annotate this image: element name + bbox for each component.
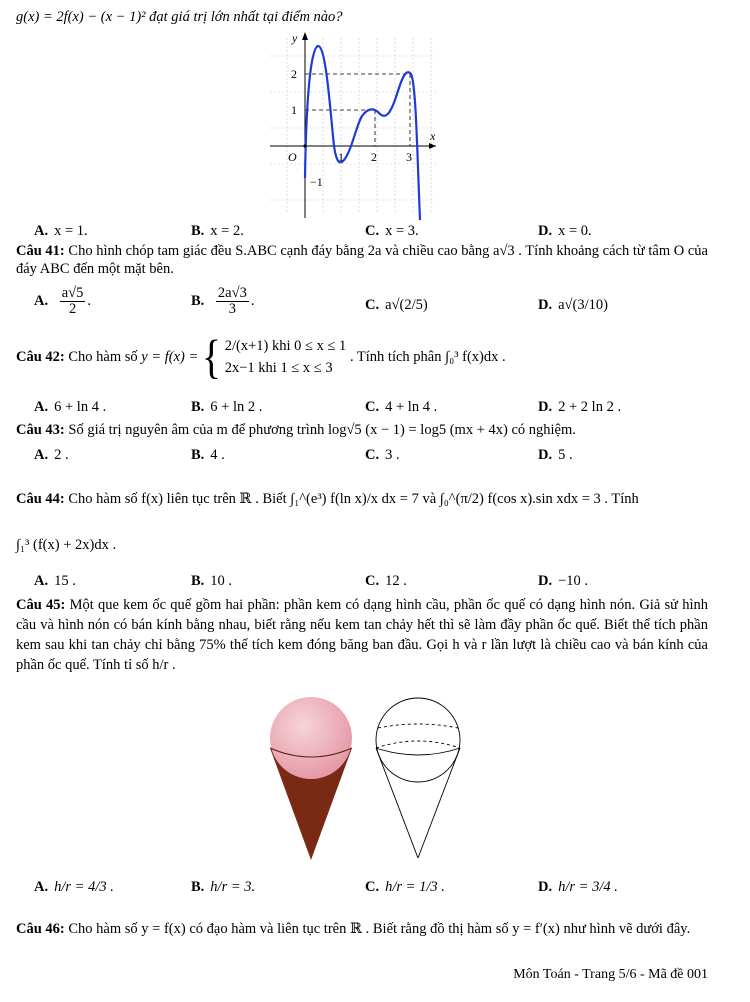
q45-label: Câu 45:	[16, 597, 66, 613]
q44-option-c[interactable]: C. 12 .	[365, 573, 407, 589]
q44-option-b[interactable]: B. 10 .	[191, 573, 233, 589]
page-footer: Môn Toán - Trang 5/6 - Mã đề 001	[513, 967, 708, 982]
q43-option-c[interactable]: C. 3 .	[365, 447, 400, 463]
origin-label: O	[288, 150, 297, 164]
q43-option-b[interactable]: B. 4 .	[191, 447, 225, 463]
q40-stem	[16, 8, 708, 26]
q45-option-b[interactable]: B. h/r = 3.	[191, 879, 256, 895]
piecewise-brace: {	[201, 329, 222, 384]
x-axis-arrow	[429, 143, 436, 149]
q41-stem-text: Cho hình chóp tam giác đều S.ABC cạnh đáy bằng 2a và chiều cao bằng a√3 . Tính khoảng cách từ tâm O của đáy ABC đến một mặt bên.	[16, 243, 708, 277]
q41-label: Câu 41:	[16, 243, 65, 259]
ice-cream-ball	[270, 697, 352, 779]
q41-option-b[interactable]: B. $\frac{2a√3}{3}$ .	[191, 285, 255, 317]
q44-stem	[16, 490, 708, 508]
graph-grid	[270, 38, 438, 213]
x-label: x	[430, 129, 436, 143]
tick-x-2: 2	[371, 150, 377, 164]
q42-option-d[interactable]: D. 2 + 2 ln 2 .	[538, 399, 622, 415]
q44-label: Câu 44:	[16, 491, 65, 507]
y-label: y	[292, 31, 298, 45]
q40-option-c[interactable]: C. x = 3.	[365, 223, 419, 239]
q44-stem-integral: ∫₁³ (f(x) + 2x)dx .	[16, 537, 117, 553]
q43-stem-text: Số giá trị nguyên âm của m để phương trình log√5 (x − 1) = log5 (mx + 4x) có nghiệm.	[68, 422, 576, 438]
q42-option-a[interactable]: A. 6 + ln 4 .	[34, 399, 107, 415]
q41-option-a[interactable]: A. $\frac{a√5}{2}$ .	[34, 285, 92, 317]
q40-option-a[interactable]: A. x = 1.	[34, 223, 88, 239]
wire-sphere	[376, 698, 460, 782]
y-axis-arrow	[302, 32, 308, 40]
q43-label: Câu 43:	[16, 422, 65, 438]
q43-stem	[16, 421, 708, 439]
q43-option-a[interactable]: A. 2 .	[34, 447, 69, 463]
q46-stem	[16, 918, 708, 940]
q46-stem-text: Cho hàm số y = f(x) có đạo hàm và liên tục trên ℝ . Biết rằng đồ thị hàm số y = f′(x) như hình vẽ dưới đây.	[68, 921, 691, 937]
q45-option-a[interactable]: A. h/r = 4/3 .	[34, 879, 114, 895]
q45-option-d[interactable]: D. h/r = 3/4 .	[538, 879, 618, 895]
q41-stem	[16, 242, 708, 278]
tick-y-1: 1	[291, 103, 297, 117]
q42-stem: Câu 42: Cho hàm số y = f(x) = { 2/(x+1) khi 0 ≤ x ≤ 1 2x−1 khi 1 ≤ x ≤ 3 . Tính tích phân ∫₀³ f(x)dx .	[16, 329, 506, 384]
q42-option-b[interactable]: B. 6 + ln 2 .	[191, 399, 263, 415]
q46-label: Câu 46:	[16, 921, 65, 937]
graph-guides	[305, 74, 410, 146]
q43-option-d[interactable]: D. 5 .	[538, 447, 573, 463]
origin-dot	[303, 144, 306, 147]
q40-graph	[270, 28, 440, 220]
q44-stem-text: Cho hàm số f(x) liên tục trên ℝ . Biết ∫₁^(e³) f(ln x)/x dx = 7 và ∫₀^(π/2) f(cos x).sin xdx = 3 . Tính	[68, 491, 639, 507]
q45-stem	[16, 595, 708, 675]
piecewise-cases: 2/(x+1) khi 0 ≤ x ≤ 1 2x−1 khi 1 ≤ x ≤ 3	[224, 338, 347, 376]
q44-option-d[interactable]: D. −10 .	[538, 573, 589, 589]
colored-ice-cream	[270, 697, 352, 860]
tick-y-2: 2	[291, 67, 297, 81]
ice-cream-illustration	[262, 690, 472, 870]
q40-option-d[interactable]: D. x = 0.	[538, 223, 592, 239]
q40-stem-text: g(x) = 2f(x) − (x − 1)² đạt giá trị lớn nhất tại điểm nào?	[16, 9, 343, 25]
q41-option-d[interactable]: D. a√(3/10)	[538, 297, 608, 313]
q45-option-c[interactable]: C. h/r = 1/3 .	[365, 879, 445, 895]
q44-option-a[interactable]: A. 15 .	[34, 573, 76, 589]
q45-stem-text: Một que kem ốc quế gồm hai phần: phần kem có dạng hình cầu, phần ốc quế có dạng hình nón. Giả sử hình cầu và hình nón có bán kính bằng nhau, biết rằng nếu kem tan chảy hết thì sẽ làm đầy phần ốc quế. Biết thể tích phần kem sau khi tan chảy chỉ bằng 75% thể tích kem đóng băng ban đầu. Gọi h và r lần lượt là chiều cao và bán kính của phần ốc quế. Tính tỉ số h/r .	[16, 597, 709, 673]
wireframe-cone	[376, 698, 460, 858]
q42-option-c[interactable]: C. 4 + ln 4 .	[365, 399, 438, 415]
tick-y-neg1: −1	[310, 175, 323, 189]
q41-option-c[interactable]: C. a√(2/5)	[365, 297, 428, 313]
q40-option-b[interactable]: B. x = 2.	[191, 223, 244, 239]
tick-x-1: 1	[338, 150, 344, 164]
q42-label: Câu 42:	[16, 349, 65, 365]
tick-x-3: 3	[406, 150, 412, 164]
function-curve	[305, 46, 420, 220]
